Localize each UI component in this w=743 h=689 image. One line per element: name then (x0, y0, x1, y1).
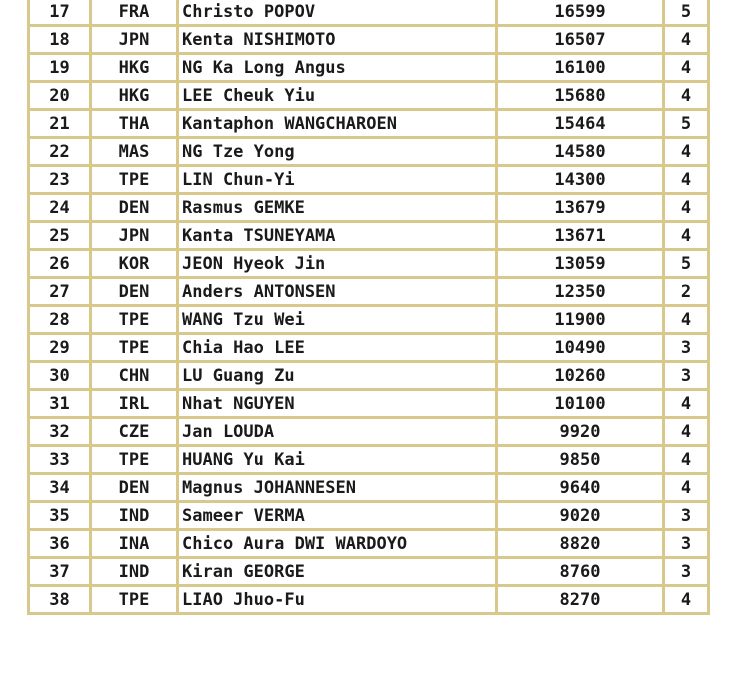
country-cell: JPN (91, 222, 178, 250)
tournaments-cell: 5 (664, 110, 709, 138)
tournaments-cell: 4 (664, 166, 709, 194)
rankings-table-body (29, 0, 709, 614)
player-cell: NG Ka Long Angus (178, 54, 497, 82)
table-row (29, 222, 709, 250)
country-cell: DEN (91, 194, 178, 222)
tournaments-cell: 4 (664, 586, 709, 614)
table-row (29, 166, 709, 194)
table-row (29, 82, 709, 110)
points-cell: 15680 (497, 82, 664, 110)
country-cell: MAS (91, 138, 178, 166)
tournaments-cell: 5 (664, 250, 709, 278)
tournaments-cell: 4 (664, 446, 709, 474)
player-cell: Chico Aura DWI WARDOYO (178, 530, 497, 558)
rank-cell: 29 (29, 334, 91, 362)
player-cell: WANG Tzu Wei (178, 306, 497, 334)
table-row (29, 418, 709, 446)
player-cell: LIN Chun-Yi (178, 166, 497, 194)
country-cell: CZE (91, 418, 178, 446)
table-row (29, 194, 709, 222)
table-row (29, 0, 709, 26)
tournaments-cell: 4 (664, 82, 709, 110)
country-cell: HKG (91, 82, 178, 110)
player-cell: Kenta NISHIMOTO (178, 26, 497, 54)
tournaments-cell: 3 (664, 362, 709, 390)
table-row (29, 278, 709, 306)
rank-cell: 20 (29, 82, 91, 110)
tournaments-cell: 3 (664, 530, 709, 558)
player-cell: LEE Cheuk Yiu (178, 82, 497, 110)
player-cell: Chia Hao LEE (178, 334, 497, 362)
tournaments-cell: 5 (664, 0, 709, 26)
points-cell: 8820 (497, 530, 664, 558)
points-cell: 14300 (497, 166, 664, 194)
tournaments-cell: 4 (664, 26, 709, 54)
rank-cell: 26 (29, 250, 91, 278)
player-cell: Nhat NGUYEN (178, 390, 497, 418)
rank-cell: 35 (29, 502, 91, 530)
points-cell: 13059 (497, 250, 664, 278)
rank-cell: 30 (29, 362, 91, 390)
country-cell: INA (91, 530, 178, 558)
player-cell: Kanta TSUNEYAMA (178, 222, 497, 250)
tournaments-cell: 2 (664, 278, 709, 306)
points-cell: 16100 (497, 54, 664, 82)
country-cell: IND (91, 502, 178, 530)
rankings-table (27, 0, 710, 615)
table-row (29, 530, 709, 558)
points-cell: 10490 (497, 334, 664, 362)
rank-cell: 27 (29, 278, 91, 306)
country-cell: TPE (91, 586, 178, 614)
rank-cell: 28 (29, 306, 91, 334)
points-cell: 8760 (497, 558, 664, 586)
rank-cell: 23 (29, 166, 91, 194)
player-cell: NG Tze Yong (178, 138, 497, 166)
country-cell: JPN (91, 26, 178, 54)
tournaments-cell: 3 (664, 558, 709, 586)
country-cell: CHN (91, 362, 178, 390)
points-cell: 10260 (497, 362, 664, 390)
table-row (29, 138, 709, 166)
country-cell: KOR (91, 250, 178, 278)
tournaments-cell: 4 (664, 54, 709, 82)
country-cell: IRL (91, 390, 178, 418)
tournaments-cell: 4 (664, 306, 709, 334)
points-cell: 9850 (497, 446, 664, 474)
rank-cell: 19 (29, 54, 91, 82)
player-cell: LU Guang Zu (178, 362, 497, 390)
tournaments-cell: 4 (664, 418, 709, 446)
table-row (29, 586, 709, 614)
country-cell: TPE (91, 306, 178, 334)
player-cell: JEON Hyeok Jin (178, 250, 497, 278)
rank-cell: 24 (29, 194, 91, 222)
country-cell: TPE (91, 446, 178, 474)
player-cell: Kiran GEORGE (178, 558, 497, 586)
tournaments-cell: 4 (664, 390, 709, 418)
table-row (29, 110, 709, 138)
points-cell: 9020 (497, 502, 664, 530)
tournaments-cell: 4 (664, 474, 709, 502)
player-cell: Rasmus GEMKE (178, 194, 497, 222)
rank-cell: 34 (29, 474, 91, 502)
player-cell: Jan LOUDA (178, 418, 497, 446)
rank-cell: 36 (29, 530, 91, 558)
points-cell: 11900 (497, 306, 664, 334)
player-cell: Sameer VERMA (178, 502, 497, 530)
tournaments-cell: 4 (664, 194, 709, 222)
rank-cell: 38 (29, 586, 91, 614)
points-cell: 13679 (497, 194, 664, 222)
player-cell: Kantaphon WANGCHAROEN (178, 110, 497, 138)
points-cell: 13671 (497, 222, 664, 250)
country-cell: DEN (91, 278, 178, 306)
table-row (29, 474, 709, 502)
country-cell: FRA (91, 0, 178, 26)
table-row (29, 306, 709, 334)
points-cell: 8270 (497, 586, 664, 614)
player-cell: Magnus JOHANNESEN (178, 474, 497, 502)
rank-cell: 25 (29, 222, 91, 250)
country-cell: IND (91, 558, 178, 586)
country-cell: THA (91, 110, 178, 138)
points-cell: 16507 (497, 26, 664, 54)
points-cell: 9640 (497, 474, 664, 502)
tournaments-cell: 3 (664, 334, 709, 362)
country-cell: TPE (91, 166, 178, 194)
rank-cell: 18 (29, 26, 91, 54)
points-cell: 15464 (497, 110, 664, 138)
table-row (29, 54, 709, 82)
rank-cell: 22 (29, 138, 91, 166)
table-row (29, 502, 709, 530)
table-row (29, 250, 709, 278)
rankings-table-container (27, 0, 709, 615)
country-cell: HKG (91, 54, 178, 82)
tournaments-cell: 4 (664, 138, 709, 166)
rank-cell: 21 (29, 110, 91, 138)
rank-cell: 37 (29, 558, 91, 586)
points-cell: 9920 (497, 418, 664, 446)
table-row (29, 362, 709, 390)
points-cell: 14580 (497, 138, 664, 166)
player-cell: LIAO Jhuo-Fu (178, 586, 497, 614)
rank-cell: 33 (29, 446, 91, 474)
table-row (29, 26, 709, 54)
points-cell: 12350 (497, 278, 664, 306)
rank-cell: 17 (29, 0, 91, 26)
country-cell: TPE (91, 334, 178, 362)
tournaments-cell: 4 (664, 222, 709, 250)
table-row (29, 334, 709, 362)
player-cell: Anders ANTONSEN (178, 278, 497, 306)
rank-cell: 32 (29, 418, 91, 446)
rank-cell: 31 (29, 390, 91, 418)
points-cell: 16599 (497, 0, 664, 26)
table-row (29, 390, 709, 418)
points-cell: 10100 (497, 390, 664, 418)
tournaments-cell: 3 (664, 502, 709, 530)
country-cell: DEN (91, 474, 178, 502)
player-cell: HUANG Yu Kai (178, 446, 497, 474)
table-row (29, 558, 709, 586)
table-row (29, 446, 709, 474)
player-cell: Christo POPOV (178, 0, 497, 26)
